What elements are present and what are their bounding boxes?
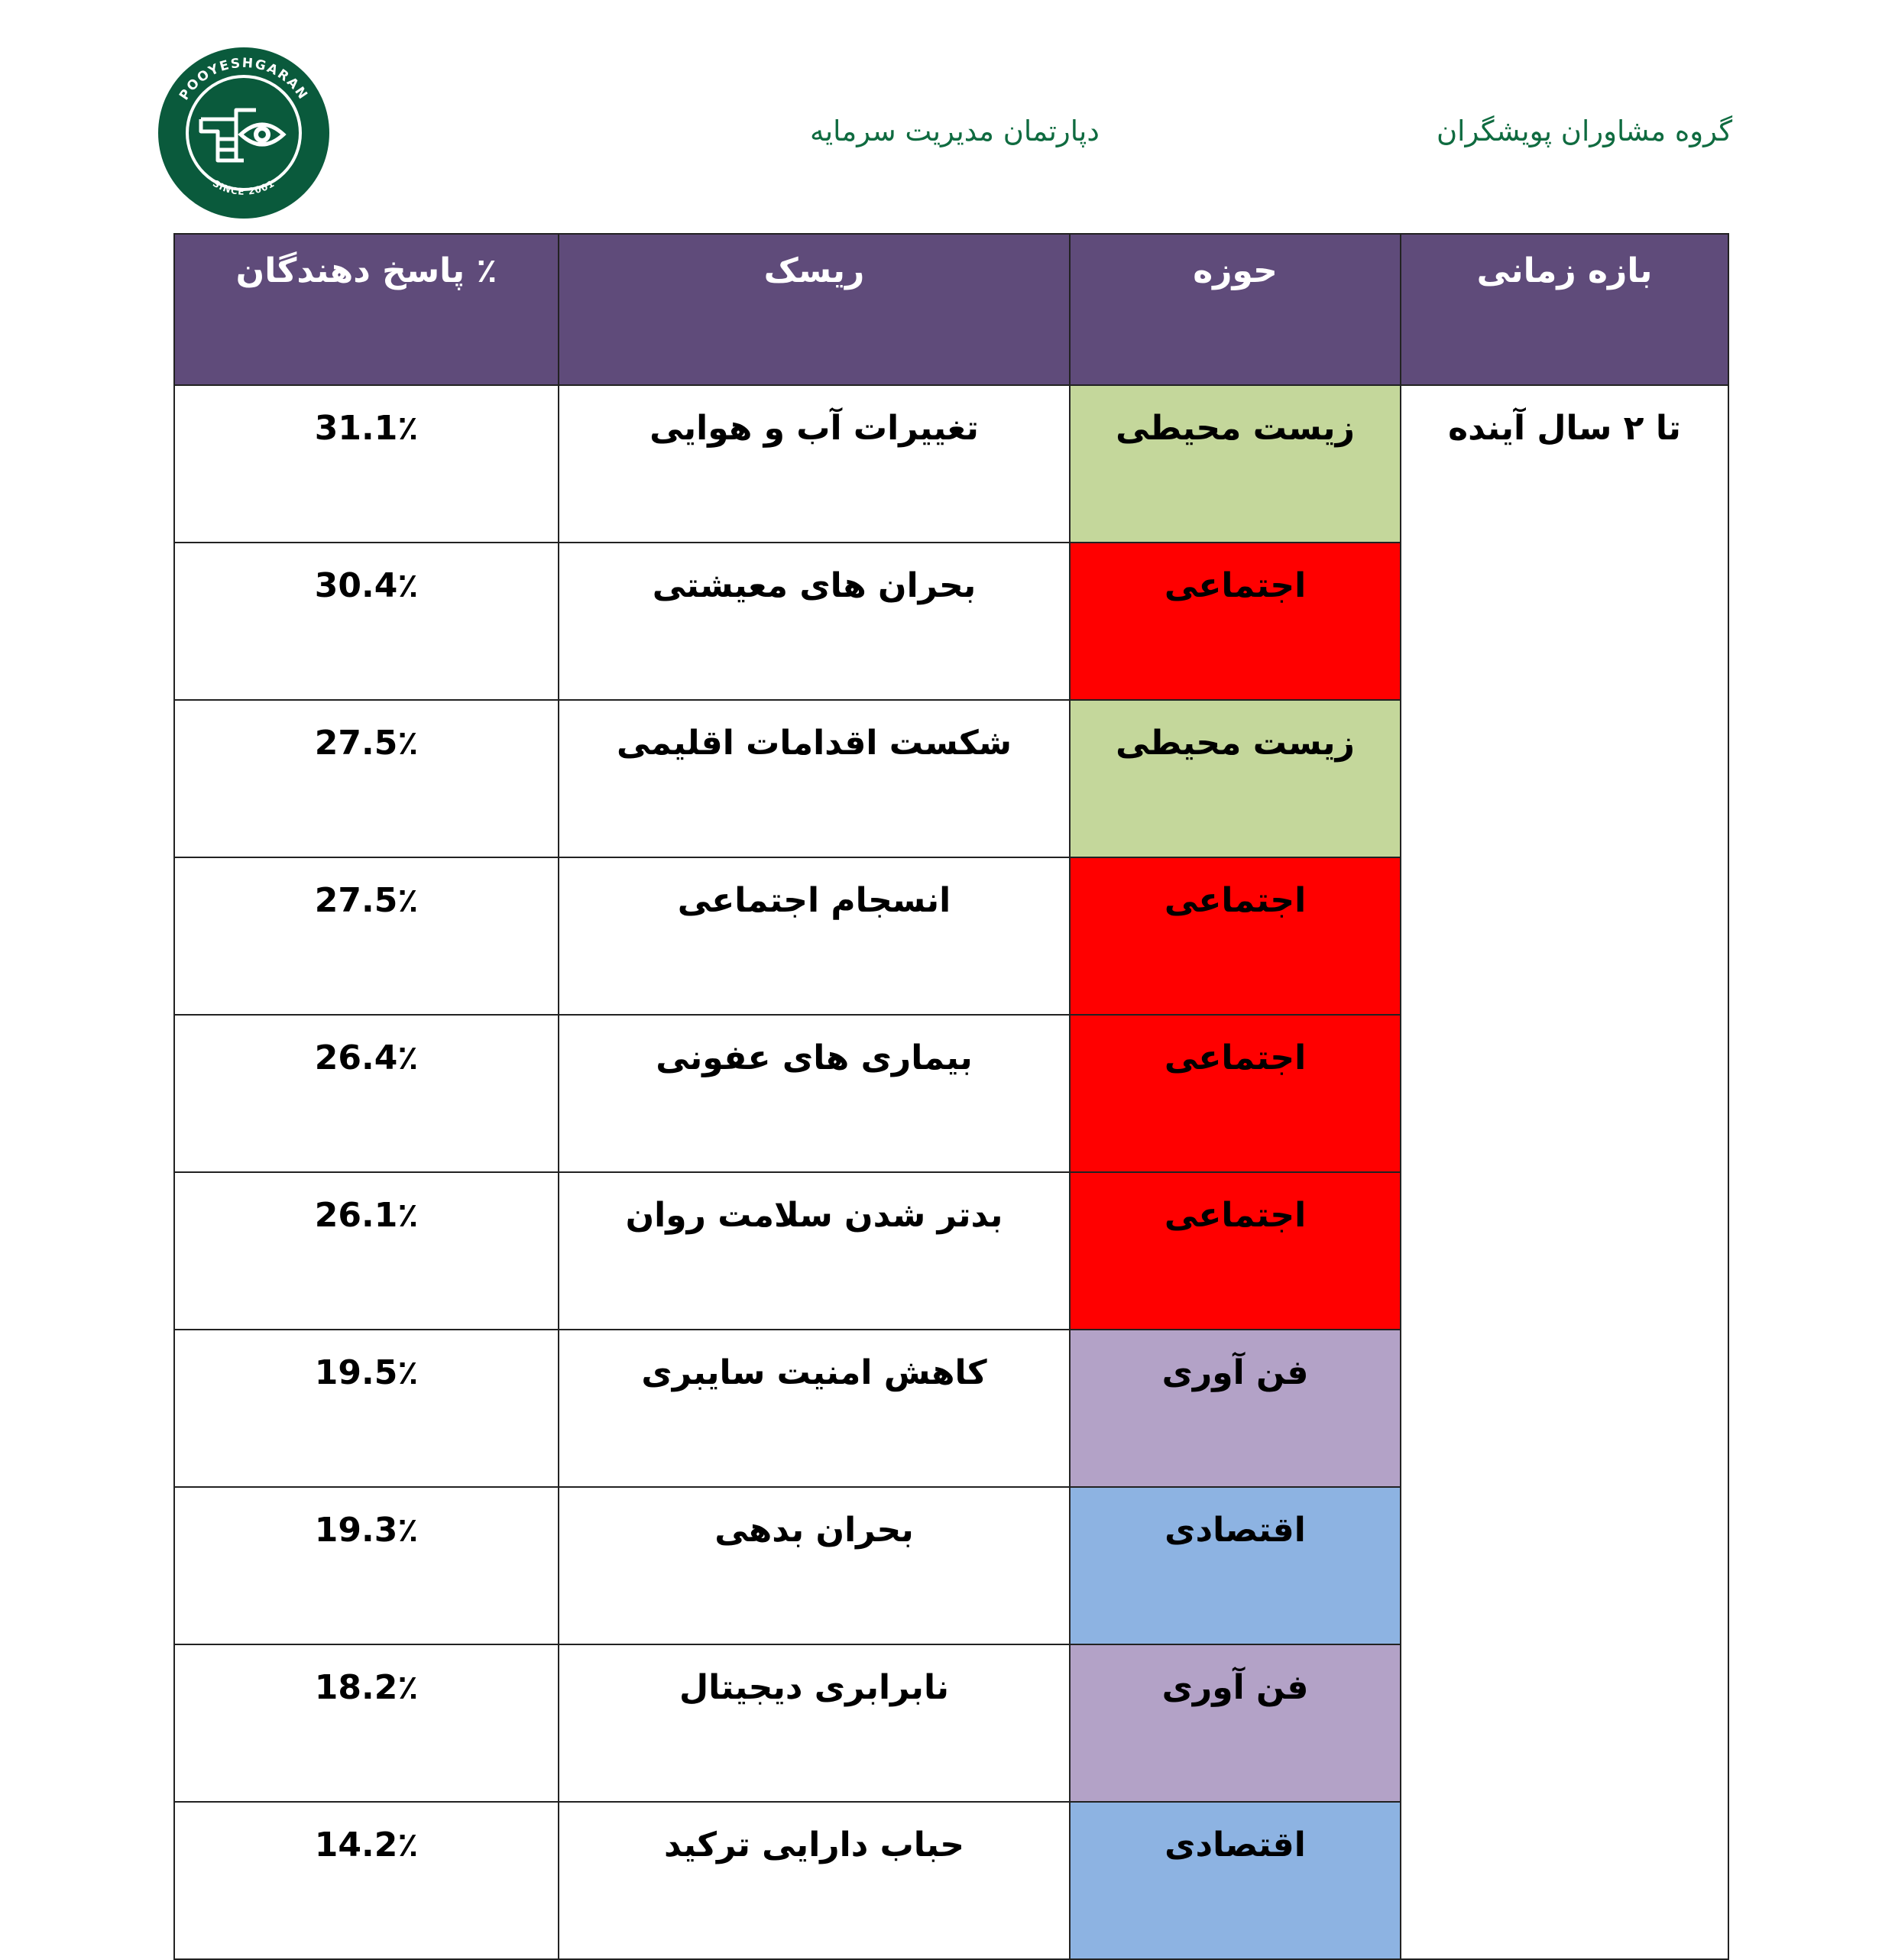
percent-cell: 19.5٪ xyxy=(174,1330,559,1487)
table-row xyxy=(174,385,1728,543)
domain-cell: زیست محیطی xyxy=(1070,700,1401,857)
percent-cell: 19.3٪ xyxy=(174,1487,559,1644)
risk-cell: حباب دارایی ترکید xyxy=(559,1802,1070,1959)
risk-cell: شکست اقدامات اقلیمی xyxy=(559,700,1070,857)
domain-cell: اجتماعی xyxy=(1070,543,1401,700)
domain-cell: اجتماعی xyxy=(1070,1172,1401,1330)
percent-cell: 31.1٪ xyxy=(174,385,559,543)
domain-cell: فن آوری xyxy=(1070,1644,1401,1802)
company-name: گروه مشاوران پویشگران xyxy=(1437,115,1733,147)
header-risk: ریسک xyxy=(559,234,1070,385)
domain-cell: اقتصادی xyxy=(1070,1802,1401,1959)
header-domain: حوزه xyxy=(1070,234,1401,385)
logo-bottom-text: SINCE 2001 xyxy=(211,177,277,197)
risk-cell: تغییرات آب و هوایی xyxy=(559,385,1070,543)
domain-cell: زیست محیطی xyxy=(1070,385,1401,543)
risk-cell: انسجام اجتماعی xyxy=(559,857,1070,1015)
risk-cell: بحران های معیشتی xyxy=(559,543,1070,700)
domain-cell: فن آوری xyxy=(1070,1330,1401,1487)
table-header-row xyxy=(174,234,1728,385)
percent-cell: 26.1٪ xyxy=(174,1172,559,1330)
header-period: بازه زمانی xyxy=(1401,234,1728,385)
risk-cell: بدتر شدن سلامت روان xyxy=(559,1172,1070,1330)
percent-cell: 14.2٪ xyxy=(174,1802,559,1959)
table-body xyxy=(174,385,1728,1959)
period-cell: تا ۲ سال آینده xyxy=(1401,385,1728,1959)
risk-cell: کاهش امنیت سایبری xyxy=(559,1330,1070,1487)
department-name: دپارتمان مدیریت سرمایه xyxy=(810,115,1100,147)
percent-cell: 18.2٪ xyxy=(174,1644,559,1802)
domain-cell: اجتماعی xyxy=(1070,1015,1401,1172)
risk-cell: نابرابری دیجیتال xyxy=(559,1644,1070,1802)
risk-cell: بحران بدهی xyxy=(559,1487,1070,1644)
domain-cell: اجتماعی xyxy=(1070,857,1401,1015)
risk-cell: بیماری های عفونی xyxy=(559,1015,1070,1172)
domain-cell: اقتصادی xyxy=(1070,1487,1401,1644)
percent-cell: 30.4٪ xyxy=(174,543,559,700)
header-percent: ٪ پاسخ دهندگان xyxy=(174,234,559,385)
company-logo xyxy=(157,46,331,220)
percent-cell: 27.5٪ xyxy=(174,857,559,1015)
risk-table xyxy=(173,233,1729,1960)
percent-cell: 26.4٪ xyxy=(174,1015,559,1172)
percent-cell: 27.5٪ xyxy=(174,700,559,857)
logo-top-text: POOYESHGARAN xyxy=(177,55,311,103)
